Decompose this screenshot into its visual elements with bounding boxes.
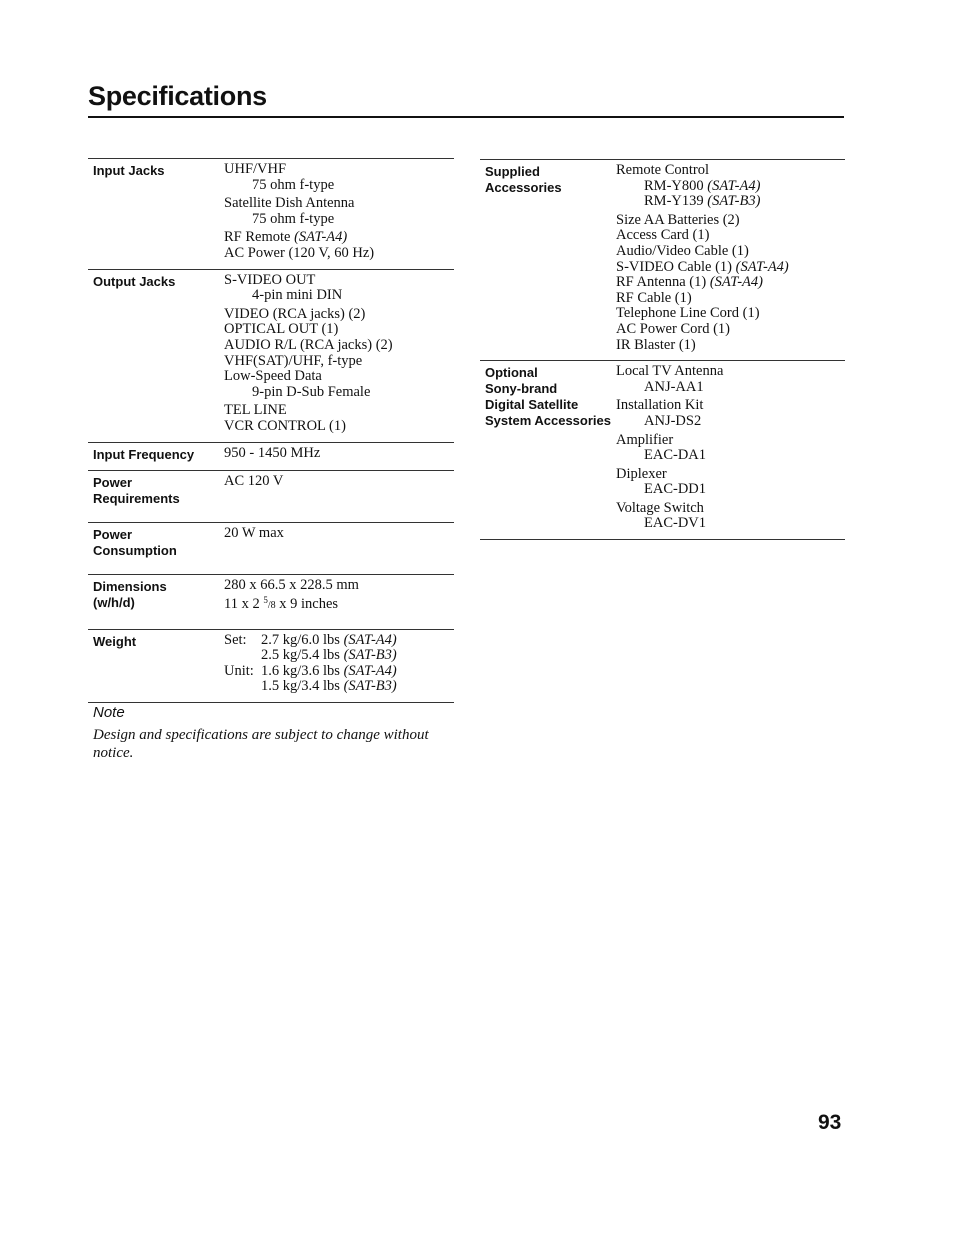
spec-label-line: (w/h/d) [93,594,135,610]
spec-value [616,179,845,195]
spec-label-line: Consumption [93,542,177,558]
weight-text: 2.5 kg/5.4 lbs [261,647,344,664]
model-tag: (SAT-A4) [707,177,761,194]
spec-values [224,578,454,614]
spec-value: 9-pin D-Sub Female [252,383,371,400]
spec-label: Weight [93,633,137,649]
spec-value: AC 120 V [224,472,284,489]
spec-value: Audio/Video Cable (1) [616,242,749,259]
accessory-name: Local TV Antenna [616,363,724,380]
spec-label-line: Dimensions [93,578,167,594]
spec-value: VHF(SAT)/UHF, f-type [224,352,363,369]
model-tag: (SAT-B3) [343,678,397,695]
weight-text: 2.7 kg/6.0 lbs [261,631,344,648]
model-tag: (SAT-B3) [343,647,397,664]
spec-label: Input Jacks [93,163,165,178]
note-heading: Note [93,704,125,721]
spec-values [224,162,454,262]
spec-value: TEL LINE [224,402,287,419]
spec-values [616,364,845,532]
model-tag: (SAT-A4) [735,258,789,275]
spec-value: 4-pin mini DIN [252,287,343,304]
spec-value [224,230,454,246]
spec-values [224,526,454,559]
spec-value [616,275,845,291]
spec-value: UHF/VHF [224,161,287,177]
accessory-name: Amplifier [616,431,674,448]
accessory-model: ANJ-AA1 [644,378,704,395]
spec-value: AC Power Cord (1) [616,320,730,337]
model-tag: (SAT-B3) [707,193,761,210]
accessory-model: ANJ-DS2 [644,412,702,429]
spec-value: VIDEO (RCA jacks) (2) [224,305,366,322]
spec-value: IR Blaster (1) [616,336,696,353]
weight-text: 1.6 kg/3.6 lbs [261,662,344,679]
weight-value [261,664,397,680]
spec-value-text: RF Remote [224,229,295,246]
spec-value: Access Card (1) [616,227,710,244]
spec-label-line: Sony-brand [485,381,558,397]
spec-value: Low-Speed Data [224,368,322,385]
spec-values [224,446,454,463]
spec-value: AUDIO R/L (RCA jacks) (2) [224,336,393,353]
title-rule [88,116,844,118]
spec-value: Satellite Dish Antenna [224,195,355,212]
spec-value: 75 ohm f-type [252,176,335,193]
spec-label [88,474,224,507]
spec-row-dimensions [88,574,454,629]
spec-label-line: Requirements [93,490,180,506]
spec-values [224,273,454,435]
spec-label-line: Digital Satellite [485,397,579,413]
spec-value: RF Cable (1) [616,289,692,306]
weight-text: 1.5 kg/3.4 lbs [261,678,344,695]
spec-row-input-frequency [88,442,454,470]
weight-value [261,648,397,664]
model-tag: (SAT-A4) [343,631,397,648]
page-number: 93 [818,1111,842,1134]
weight-value [261,679,397,695]
spec-row-power-requirements [88,470,454,522]
spec-value: VCR CONTROL (1) [224,417,346,434]
spec-label-line: System Accessories [485,413,611,429]
spec-value: 20 W max [224,524,284,541]
weight-key: Unit: [224,662,254,679]
spec-value-text: 11 x 2 [224,596,264,613]
spec-values [224,633,454,695]
spec-value: Size AA Batteries (2) [616,211,740,228]
model-tag: (SAT-A4) [709,274,763,291]
spec-row-optional-accessories [480,360,845,540]
spec-label [88,578,224,614]
weight-line [224,664,454,680]
spec-value: Telephone Line Cord (1) [616,305,760,322]
spec-row-output-jacks [88,269,454,442]
spec-row-supplied-accessories [480,159,845,360]
accessory-model: EAC-DV1 [644,515,707,532]
weight-value [261,633,397,649]
spec-value: 950 - 1450 MHz [224,444,321,461]
spec-label-line: Power [93,526,133,542]
weight-key-spacer [224,648,261,664]
spec-value: 280 x 66.5 x 228.5 mm [224,576,359,593]
spec-label: Output Jacks [93,273,176,289]
spec-value-text: x 9 inches [275,596,339,613]
model-tag: (SAT-A4) [294,229,348,246]
spec-values [616,163,845,353]
spec-label [88,526,224,559]
weight-line [224,679,454,695]
fraction-numerator: 5 [263,595,268,606]
accessory-model: EAC-DD1 [644,481,707,498]
spec-label-line: Supplied [485,164,540,179]
spec-value-text: RM-Y800 [644,177,708,194]
weight-key: Set: [224,631,247,648]
accessory-model: EAC-DA1 [644,447,707,464]
model-tag: (SAT-A4) [343,662,397,679]
weight-line [224,633,454,649]
spec-values [224,474,454,507]
spec-row-input-jacks [88,158,454,269]
specs-table-left [88,158,454,703]
accessory-name: Diplexer [616,465,667,482]
spec-value: S-VIDEO OUT [224,271,316,288]
spec-label-line: Power [93,474,133,490]
accessory-name: Voltage Switch [616,499,704,516]
spec-value: OPTICAL OUT (1) [224,321,339,338]
spec-value-text: RF Antenna (1) [616,274,710,291]
spec-label [480,163,616,353]
fraction-denominator: /8 [267,600,276,612]
spec-value [616,260,845,276]
spec-label: Input Frequency [93,446,195,462]
spec-value: 75 ohm f-type [252,210,335,227]
spec-label-line: Optional [485,365,538,381]
accessory-name: Installation Kit [616,397,704,414]
weight-key-spacer [224,679,261,695]
spec-label-line: Accessories [485,180,562,195]
spec-value: Remote Control [616,162,710,178]
spec-value [616,194,845,210]
page-title: Specifications [88,81,267,111]
spec-value: AC Power (120 V, 60 Hz) [224,244,375,261]
spec-value-text: RM-Y139 [644,193,708,210]
spec-row-power-consumption [88,522,454,574]
specs-table-right [480,159,845,540]
weight-line [224,648,454,664]
note-text: Design and specifications are subject to change without notice. [93,727,429,761]
spec-value-text: S-VIDEO Cable (1) [616,258,736,275]
spec-label [480,364,616,532]
spec-row-weight [88,629,454,703]
spec-value [224,593,454,614]
